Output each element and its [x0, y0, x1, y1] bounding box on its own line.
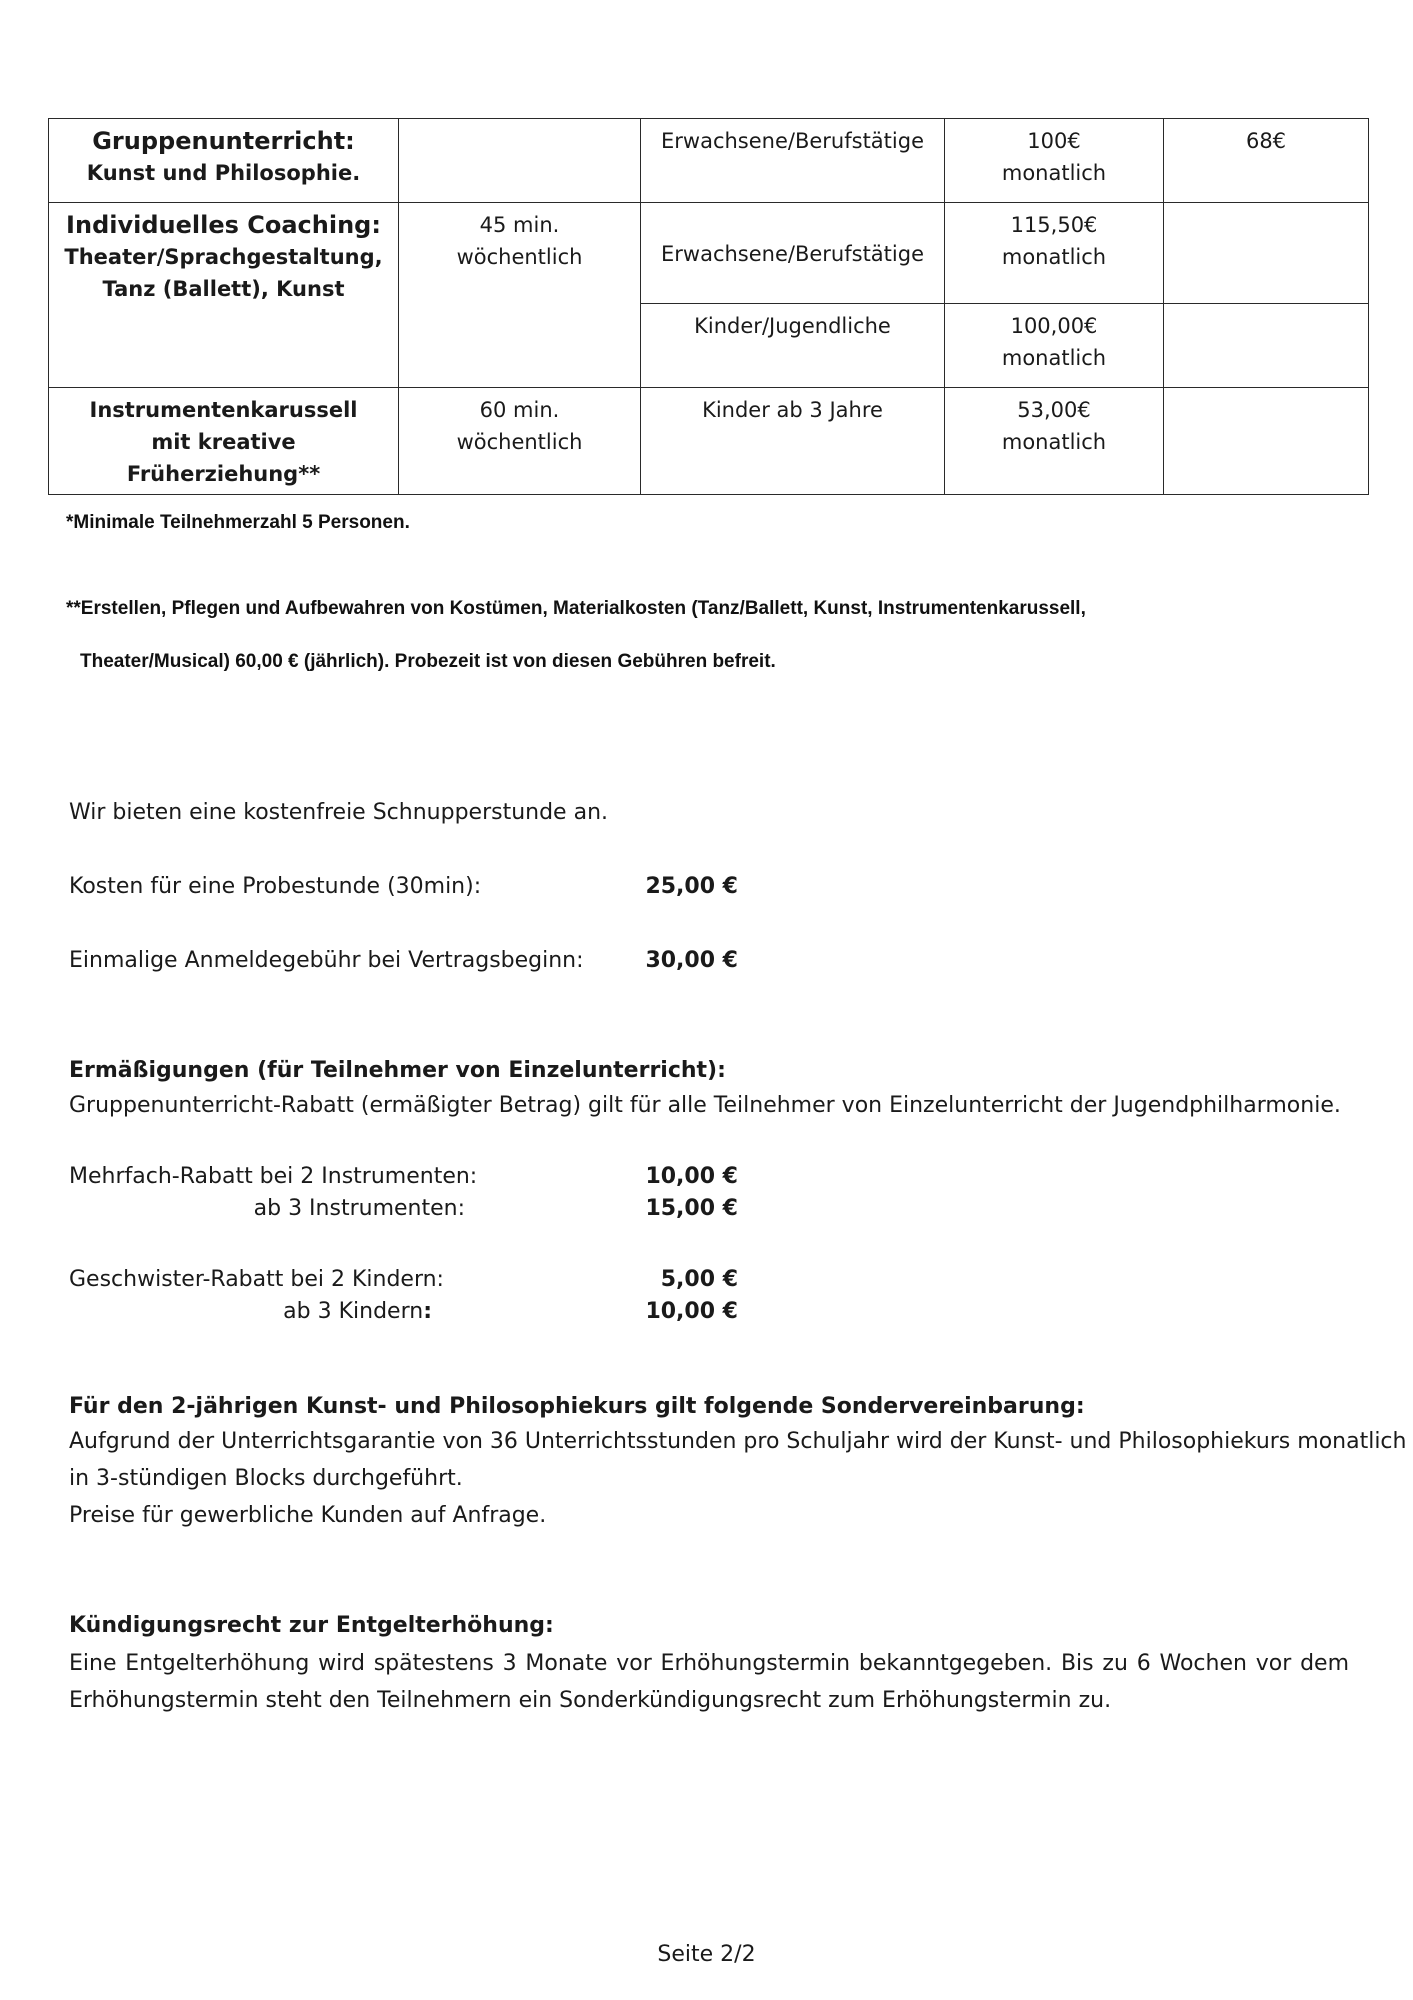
target-group: Erwachsene/Berufstätige	[661, 242, 924, 266]
price-amount: 100€	[1027, 129, 1081, 153]
price-cell	[945, 119, 1164, 203]
multi-discount-value-1: 10,00 €	[645, 1164, 738, 1189]
price-amount: 100,00€	[1010, 314, 1098, 338]
multi-discount-label-1: Mehrfach-Rabatt bei 2 Instrumenten:	[69, 1164, 478, 1189]
course-subtitle: Kunst und Philosophie.	[86, 161, 361, 185]
price-amount: 115,50€	[1010, 213, 1098, 237]
price-cell	[945, 304, 1164, 388]
special-agreement-heading: Für den 2-jährigen Kunst- und Philosophiekurs gilt folgende Sondervereinbarung:	[69, 1394, 1085, 1419]
multi-discount-label-2: ab 3 Instrumenten:	[253, 1196, 465, 1221]
special-agreement-line-3: Preise für gewerbliche Kunden auf Anfrage.	[69, 1503, 547, 1528]
special-agreement-line-2: in 3-stündigen Blocks durchgeführt.	[69, 1466, 463, 1491]
duration-cell	[399, 203, 641, 388]
multi-discount-value-2: 15,00 €	[645, 1196, 738, 1221]
discounts-text: Gruppenunterricht-Rabatt (ermäßigter Betrag) gilt für alle Teilnehmer von Einzelunterricht der Jugendphilharmonie.	[69, 1093, 1341, 1118]
course-subtitle: Theater/Sprachgestaltung,	[64, 245, 383, 269]
price-period: monatlich	[1001, 346, 1107, 370]
course-name-cell	[49, 203, 399, 388]
price-cell	[945, 203, 1164, 304]
price-amount: 53,00€	[1017, 398, 1091, 422]
course-name-cell	[49, 388, 399, 495]
price-period: monatlich	[1001, 245, 1107, 269]
reduced-price-cell	[1164, 119, 1369, 203]
target-group: Erwachsene/Berufstätige	[661, 129, 924, 153]
group-cell	[641, 119, 945, 203]
duration-length: 45 min.	[479, 213, 560, 237]
footnote-costume-fee-cont: Theater/Musical) 60,00 € (jährlich). Probezeit ist von diesen Gebühren befreit.	[80, 651, 776, 672]
special-agreement-line-1: Aufgrund der Unterrichtsgarantie von 36 Unterrichtsstunden pro Schuljahr wird der Kunst- und Philosophiekurs monatlich	[69, 1429, 1407, 1454]
table-row	[49, 203, 1369, 304]
termination-text: Eine Entgelterhöhung wird spätestens 3 Monate vor Erhöhungstermin bekanntgegeben. Bis zu 6 Wochen vor dem Erhöhungstermin steht den Teilnehmern ein Sonderkündigungsrecht zum Erhöhungstermin zu.	[69, 1651, 1349, 1713]
group-cell	[641, 304, 945, 388]
duration-cell	[399, 388, 641, 495]
reduced-price-cell	[1164, 304, 1369, 388]
footnote-costume-fee: **Erstellen, Pflegen und Aufbewahren von Kostümen, Materialkosten (Tanz/Ballett, Kunst, Instrumentenkarussell,	[66, 598, 1086, 619]
course-subtitle: mit kreative Früherziehung**	[126, 430, 321, 486]
reduced-price: 68€	[1245, 129, 1287, 153]
trial-cost-label: Kosten für eine Probestunde (30min):	[69, 874, 482, 899]
table-row	[49, 388, 1369, 495]
price-cell	[945, 388, 1164, 495]
page-number: Seite 2/2	[657, 1942, 756, 1967]
duration-length: 60 min.	[479, 398, 560, 422]
course-name: Gruppenunterricht:	[92, 127, 355, 155]
termination-heading: Kündigungsrecht zur Entgelterhöhung:	[69, 1613, 554, 1638]
duration-frequency: wöchentlich	[456, 430, 583, 454]
duration-cell	[399, 119, 641, 203]
price-period: monatlich	[1001, 430, 1107, 454]
course-name: Individuelles Coaching:	[66, 211, 381, 239]
trial-lesson-note: Wir bieten eine kostenfreie Schnupperstunde an.	[69, 800, 608, 825]
registration-fee-value: 30,00 €	[645, 948, 738, 973]
group-cell	[641, 388, 945, 495]
course-subtitle: Tanz (Ballett), Kunst	[102, 277, 345, 301]
price-period: monatlich	[1001, 161, 1107, 185]
sibling-discount-label-2: ab 3 Kindern:	[283, 1299, 432, 1324]
target-group: Kinder ab 3 Jahre	[702, 398, 883, 422]
target-group: Kinder/Jugendliche	[694, 314, 891, 338]
course-name: Instrumentenkarussell	[89, 398, 358, 422]
trial-cost-value: 25,00 €	[645, 874, 738, 899]
sibling-discount-value-2: 10,00 €	[645, 1299, 738, 1324]
footnote-min-participants: *Minimale Teilnehmerzahl 5 Personen.	[66, 512, 410, 533]
reduced-price-cell	[1164, 203, 1369, 304]
sibling-discount-label-1: Geschwister-Rabatt bei 2 Kindern:	[69, 1267, 444, 1292]
price-table	[48, 118, 1369, 495]
table-row	[49, 119, 1369, 203]
sibling-discount-value-1: 5,00 €	[660, 1267, 738, 1292]
duration-frequency: wöchentlich	[456, 245, 583, 269]
course-name-cell	[49, 119, 399, 203]
group-cell	[641, 203, 945, 304]
discounts-heading: Ermäßigungen (für Teilnehmer von Einzelunterricht):	[69, 1058, 726, 1083]
reduced-price-cell	[1164, 388, 1369, 495]
registration-fee-label: Einmalige Anmeldegebühr bei Vertragsbeginn:	[69, 948, 584, 973]
